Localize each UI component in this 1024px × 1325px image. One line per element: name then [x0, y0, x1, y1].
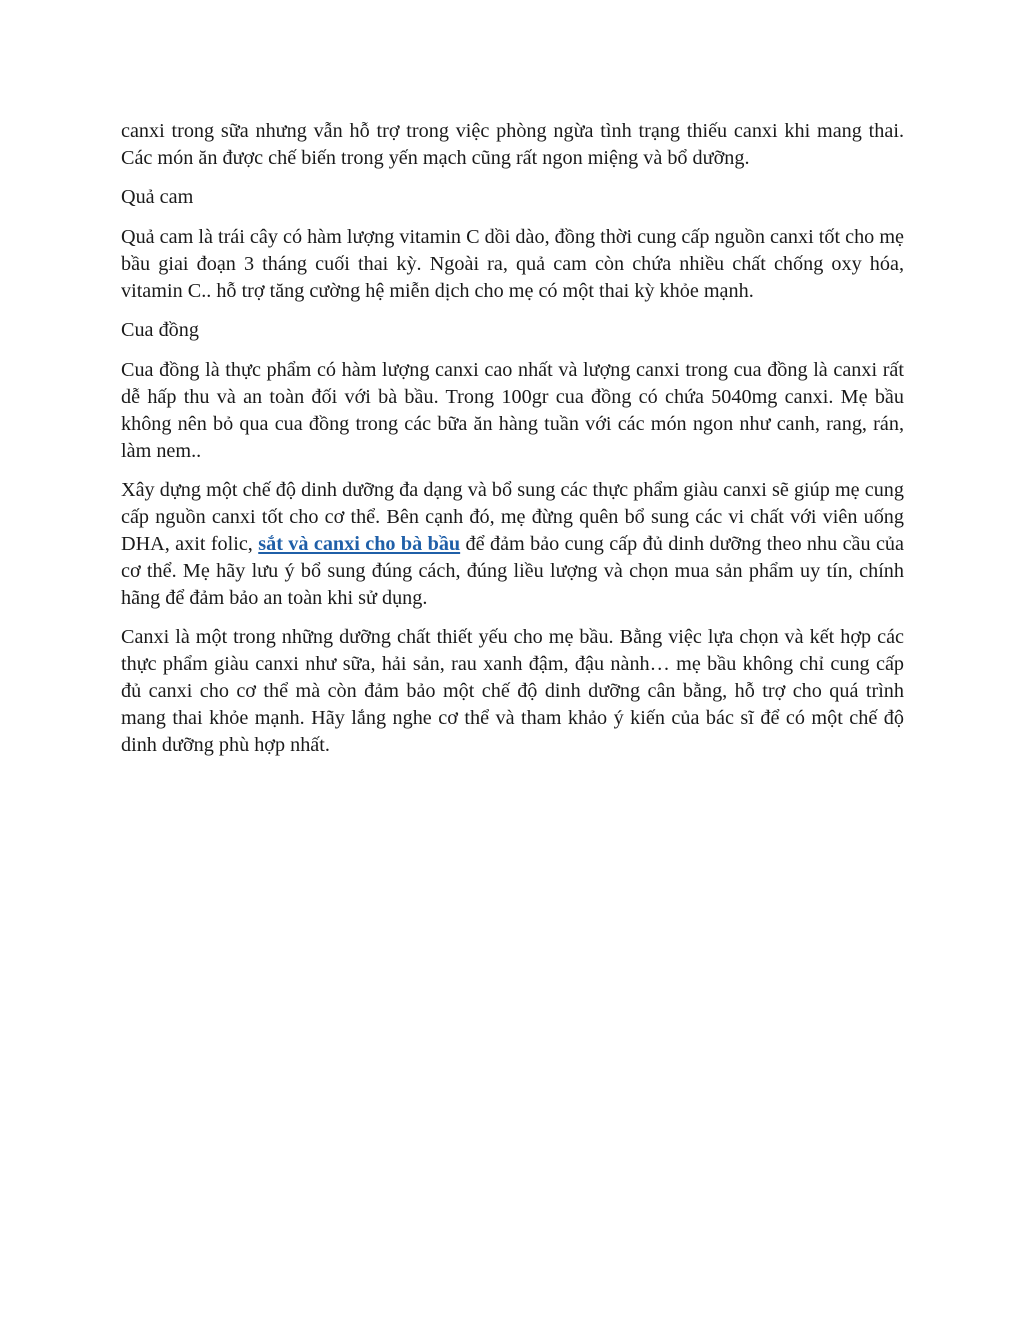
heading-orange: Quả cam [121, 186, 194, 208]
paragraph-crab: Cua đồng là thực phẩm có hàm lượng canxi cao nhất và lượng canxi trong cua đồng là canxi rất dễ hấp thu và an toàn đối với bà bầu. Trong 100gr cua đồng có chứa 5040mg canxi. Mẹ bầu không nên bỏ qua cua đồng trong các bữa ăn hàng tuần với các món ngon như canh, rang, rán, làm nem.. [121, 359, 904, 462]
paragraph-diet-text-after: để đảm bảo cung cấp đủ dinh dưỡng theo nhu cầu của cơ thể. Mẹ hãy lưu ý bổ sung đúng cách, đúng liều lượng và chọn mua sản phẩm uy tín, chính hãng để đảm bảo an toàn khi sử dụng. [121, 533, 904, 609]
paragraph-diet-text-before: Xây dựng một chế độ dinh dưỡng đa dạng và bổ sung các thực phẩm giàu canxi sẽ giúp mẹ cung cấp nguồn canxi tốt cho cơ thể. Bên cạnh đó, mẹ đừng quên bổ sung các vi chất với viên uống DHA, axit folic, [121, 479, 904, 555]
paragraph-diet [121, 477, 904, 612]
paragraph-orange: Quả cam là trái cây có hàm lượng vitamin C dồi dào, đồng thời cung cấp nguồn canxi tốt cho mẹ bầu giai đoạn 3 tháng cuối thai kỳ. Ngoài ra, quả cam còn chứa nhiều chất chống oxy hóa, vitamin C.. hỗ trợ tăng cường hệ miễn dịch cho mẹ có một thai kỳ khỏe mạnh. [121, 226, 904, 302]
heading-crab: Cua đồng [121, 319, 199, 341]
paragraph-conclusion: Canxi là một trong những dưỡng chất thiết yếu cho mẹ bầu. Bằng việc lựa chọn và kết hợp các thực phẩm giàu canxi như sữa, hải sản, rau xanh đậm, đậu nành… mẹ bầu không chỉ cung cấp đủ canxi cho cơ thể mà còn đảm bảo một chế độ dinh dưỡng cân bằng, hỗ trợ cho quá trình mang thai khỏe mạnh. Hãy lắng nghe cơ thể và tham khảo ý kiến của bác sĩ để có một chế độ dinh dưỡng phù hợp nhất. [121, 626, 904, 756]
iron-calcium-link[interactable]: sắt và canxi cho bà bầu [258, 533, 461, 555]
paragraph-oat-continuation: canxi trong sữa nhưng vẫn hỗ trợ trong việc phòng ngừa tình trạng thiếu canxi khi mang thai. Các món ăn được chế biến trong yến mạch cũng rất ngon miệng và bổ dưỡng. [121, 120, 904, 169]
document-page [121, 118, 904, 771]
